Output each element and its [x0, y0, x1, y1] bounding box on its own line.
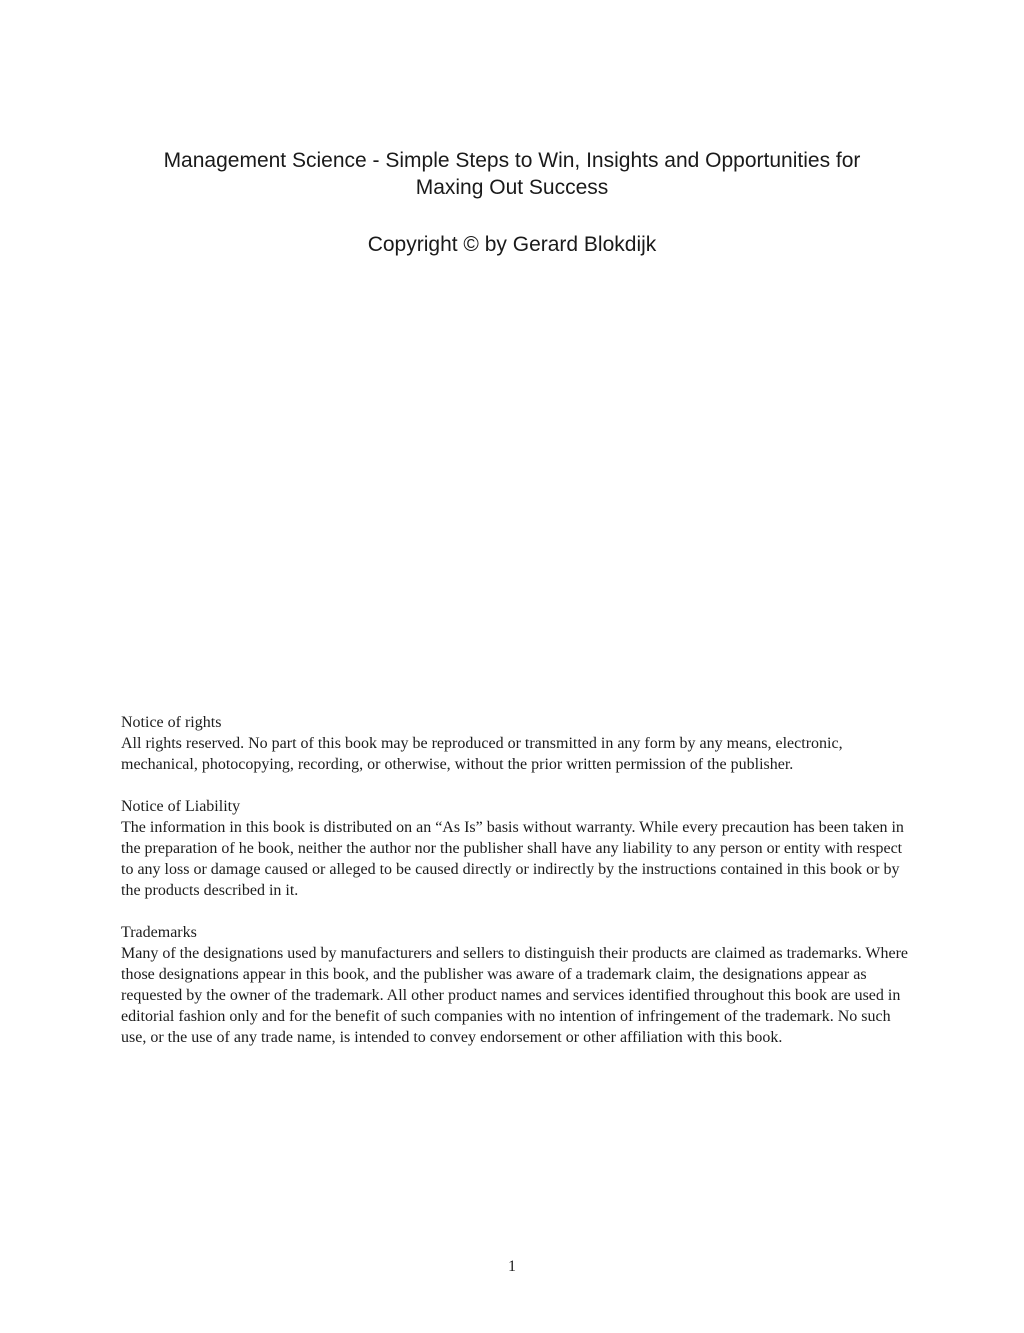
- book-title-line-2: Maxing Out Success: [415, 176, 609, 199]
- section-notice-of-rights: [121, 712, 913, 775]
- legal-notices: [121, 712, 913, 1048]
- page-number: 1: [508, 1258, 516, 1275]
- section-notice-of-liability: [121, 796, 913, 901]
- section-trademarks: [121, 922, 913, 1048]
- section-body: Many of the designations used by manufacturers and sellers to distinguish their products are claimed as trademarks. Where those designations appear in this book, and the publisher was aware of a trademark claim, the designations appear as requested by the owner of the trademark. All other product names and services identified throughout this book are used in editorial fashion only and for the benefit of such companies with no intention of infringement of the trademark. No such use, or the use of any trade name, is intended to convey endorsement or other affiliation with this book.: [121, 945, 909, 1046]
- book-title: [0, 147, 1024, 201]
- section-body: All rights reserved. No part of this book may be reproduced or transmitted in any form by any means, electronic, mechanical, photocopying, recording, or otherwise, without the prior written permission of the publisher.: [121, 735, 843, 773]
- book-title-line-1: Management Science - Simple Steps to Win, Insights and Opportunities for: [163, 149, 861, 172]
- section-heading: Notice of rights: [121, 714, 222, 731]
- section-heading: Notice of Liability: [121, 798, 241, 815]
- section-body: The information in this book is distributed on an “As Is” basis without warranty. While every precaution has been taken in the preparation of he book, neither the author nor the publisher shall have any liability to any person or entity with respect to any loss or damage caused or alleged to be caused directly or indirectly by the instructions contained in this book or by the products described in it.: [121, 819, 904, 899]
- copyright-line: Copyright © by Gerard Blokdijk: [367, 233, 657, 256]
- section-heading: Trademarks: [121, 924, 197, 941]
